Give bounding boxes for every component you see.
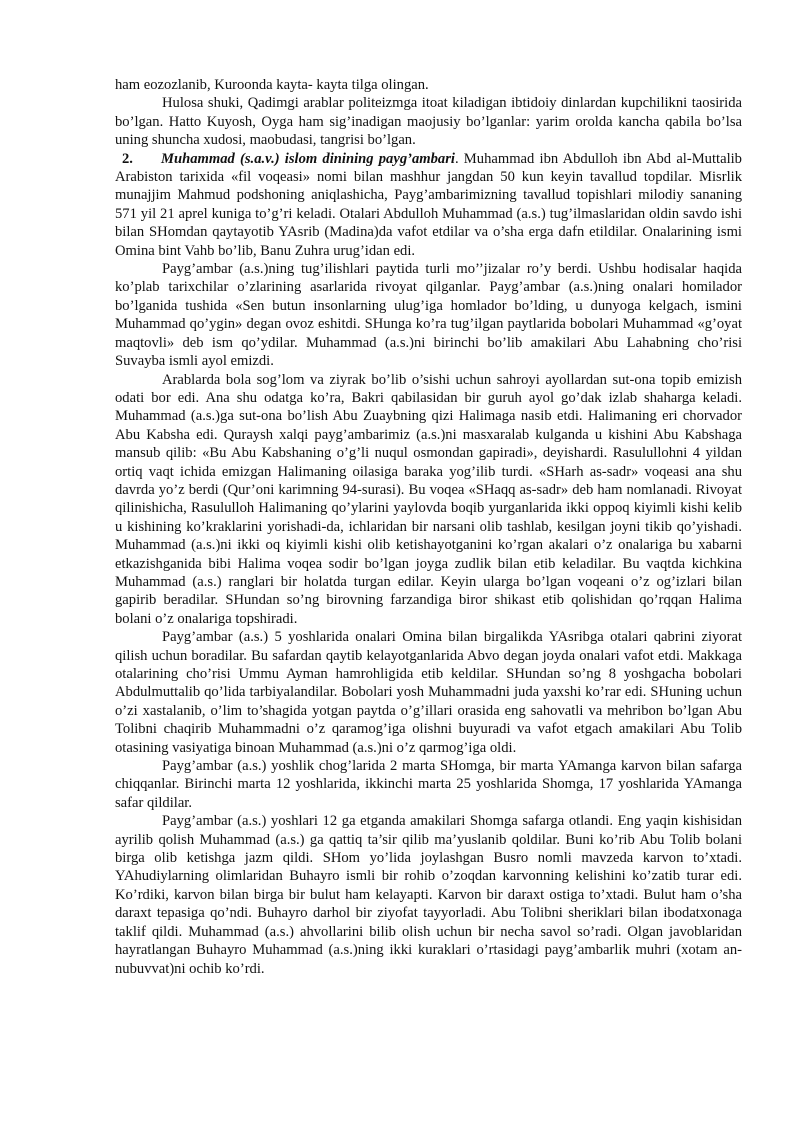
- paragraph-journeys: Payg’ambar (a.s.) yoshlik chog’larida 2 marta SHomga, bir marta YAmanga karvon bilan safarga chiqqanlar. Birinchi marta 12 yoshlarida, ikkinchi marta 25 yoshlarida Shomga, 17 yoshlarida YAmanga safar qildilar.: [115, 758, 742, 811]
- paragraph-birth-miracles: Payg’ambar (a.s.)ning tug’ilishlari paytida turli mo’’jizalar ro’y berdi. Ushbu hodisalar haqida ko’plab tarixchilar o’zlarining asarlarida rivoyat qilganlar. Payg’ambar (a.s.)ning onalari homilador bo’lganida tushida «Sen butun insonlarning ulug’iga homlador bo’lding, u dunyoga kelgach, ismini Muhammad qo’ygin» degan ovoz eshitdi. SHunga ko’ra tug’ilgan paytlarida bobolari Muhammad «g’oyat maqtovli» deb ism qo’ydilar. Muhammad (a.s.)ni birinchi bo’lib amakilari Abu Lahabning cho’risi Suvayba ismli ayol emizdi.: [115, 261, 742, 370]
- paragraph-buhayro: Payg’ambar (a.s.) yoshlari 12 ga etganda amakilari Shomga safarga otlandi. Eng yaqin kishisidan ayrilib qolish Muhammad (a.s.) ga qattiq ta’sir qilib ma’yuslanib qoldilar. Buni ko’rib Abu Tolib bolani birga olib ketishga jazm qildi. SHom yo’lida joylashgan Busro nomli mavzeda karvon to’xtadi. YAhudiylarning olimlaridan Buhayro ismli bir rohib o’zoqdan karvonning kelishini ko’zatib turar edi. Ko’rdiki, karvon bilan birga bir bulut ham kelayapti. Karvon bir daraxt ostiga to’xtadi. Bulut ham o’sha daraxt tepasiga qo’ndi. Buhayro darhol bir ziyofat tayyorladi. Abu Tolibni sheriklari bilan ibodatxonaga taklif qildi. Muhammad (a.s.) ahvollarini bilib olish uchun bir necha savol so’radi. Olgan javoblaridan hayratlangan Buhayro Muhammad (a.s.)ning ikki kuraklari o’rtasidagi payg’ambarlik muhri (xotam an-nubuvvat)ni ochib ko’rdi.: [115, 813, 742, 977]
- paragraph-wet-nurse-halima: Arablarda bola sog’lom va ziyrak bo’lib o’sishi uchun sahroyi ayollardan sut-ona topib emizish odati bor edi. Ana shu odatga ko’ra, Bakri qabilasidan bir guruh ayol go’dak izlab shaharga keladi. Muhammad (a.s.)ga sut-ona bo’lish Abu Zuaybning qizi Halimaga nasib etdi. Halimaning eri chorvador Abu Kabsha edi. Quraysh xalqi payg’ambarimiz (a.s.)ni masxaralab kulganda u kishini Abu Kabshaga mansub qilib: «Bu Abu Kabshaning o’g’li nuqul osmondan gapiradi», deyishardi. Rasulullohni 4 yildan ortiq vaqt ichida emizgan Halimaning oilasiga baraka yog’ilib turdi. «SHarh as-sadr» voqeasi ana shu davrda yo’z berdi (Qur’oni karimning 94-surasi). Bu voqea «SHaqq as-sadr» deb ham nomlanadi. Rivoyat qilinishicha, Rasululloh Halimaning qo’ylarini yaylovda boqib yurganlarida ikki oppoq kiyimli kishi kelib u kishining ko’kraklarini yorishadi-da, ichlaridan bir narsani olib tashlab, kesilgan joyni tikib qo’yishadi. Muhammad (a.s.)ni ikki oq kiyimli kishi olib ketishayotganini ko’rgan akalari o’z onalariga bu xabarni etkazishganida bibi Halima voqea sodir bo’lgan joyga zudlik bilan etib keladilar. Bu vaqtda kichkina Muhammad (a.s.) ranglari bir holatda turgan edilar. Keyin ularga bo’lgan voqeani o’z og’izlari bilan gapirib beradilar. SHundan so’ng birovning farzandiga biror shikast etib qolishidan qo’rqqan Halima bolani o’z onalariga topshiradi.: [115, 371, 742, 627]
- paragraph-intro-continuation: ham eozozlanib, Kuroonda kayta- kayta tilga olingan.: [115, 77, 429, 93]
- section-body: . Muhammad ibn Abdulloh ibn Abd al-Muttalib Arabiston tarixida «fil voqeasi» nomi bilan mashhur jangdan 50 kun keyin tavallud topdilar. Misrlik munajjim Mahmud podshoning aniqlashicha, Payg’ambarimizning tavallud topishlari milodiy sananing 571 yil 21 aprel kuniga to’g’ri keladi. Otalari Abdulloh Muhammad (a.s.) tug’ilmaslaridan oldin savdo ishi bilan SHomdan qaytayotib YAsrib (Madina)da vafot etdilar va o’sha erga dafn etildilar. Onalarining ismi Omina bint Vahb bo’lib, Banu Zuhra urug’idan edi.: [115, 150, 742, 259]
- section-number: 2.: [122, 150, 133, 167]
- section-title: Muhammad (s.a.v.) islom dinining payg’ambari: [161, 150, 455, 167]
- paragraph-summary: Hulosa shuki, Qadimgi arablar politeizmga itoat kiladigan ibtidoiy dinlardan kupchilikni taosirida bo’lgan. Hatto Kuyosh, Oyga ham sig’inadigan maojusiy bo’lganlar: yarim orolda kancha qabila bo’lsa uning shuncha xudosi, maobudasi, tangrisi bo’lgan.: [115, 95, 742, 149]
- document-page: [115, 76, 742, 978]
- paragraph-childhood: Payg’ambar (a.s.) 5 yoshlarida onalari Omina bilan birgalikda YAsribga otalari qabrini ziyorat qilish uchun boradilar. Bu safardan qaytib kelayotganlarida Abvo degan joyda onalari vafot etdi. Makkaga otalarining cho’risi Ummu Ayman hamrohligida etib keldilar. SHundan so’ng 8 yoshgacha bobolari Abdulmuttalib qo’lida tarbiyalandilar. Bobolari yosh Muhammadni juda yaxshi ko’rar edi. SHuning uchun o’zi xastalanib, o’lim to’shagida yotgan paytda o’g’illari orasida eng sahovatli va mehribon bo’lgan Abu Tolibni chaqirib Muhammadni o’z qaramog’iga olishni buyuradi va vafot etgach amakilari Abu Tolib otasining vasiyatiga binoan Muhammad (a.s.)ni o’z qarmog’iga oldi.: [115, 629, 742, 756]
- section-2-paragraph: [115, 150, 742, 260]
